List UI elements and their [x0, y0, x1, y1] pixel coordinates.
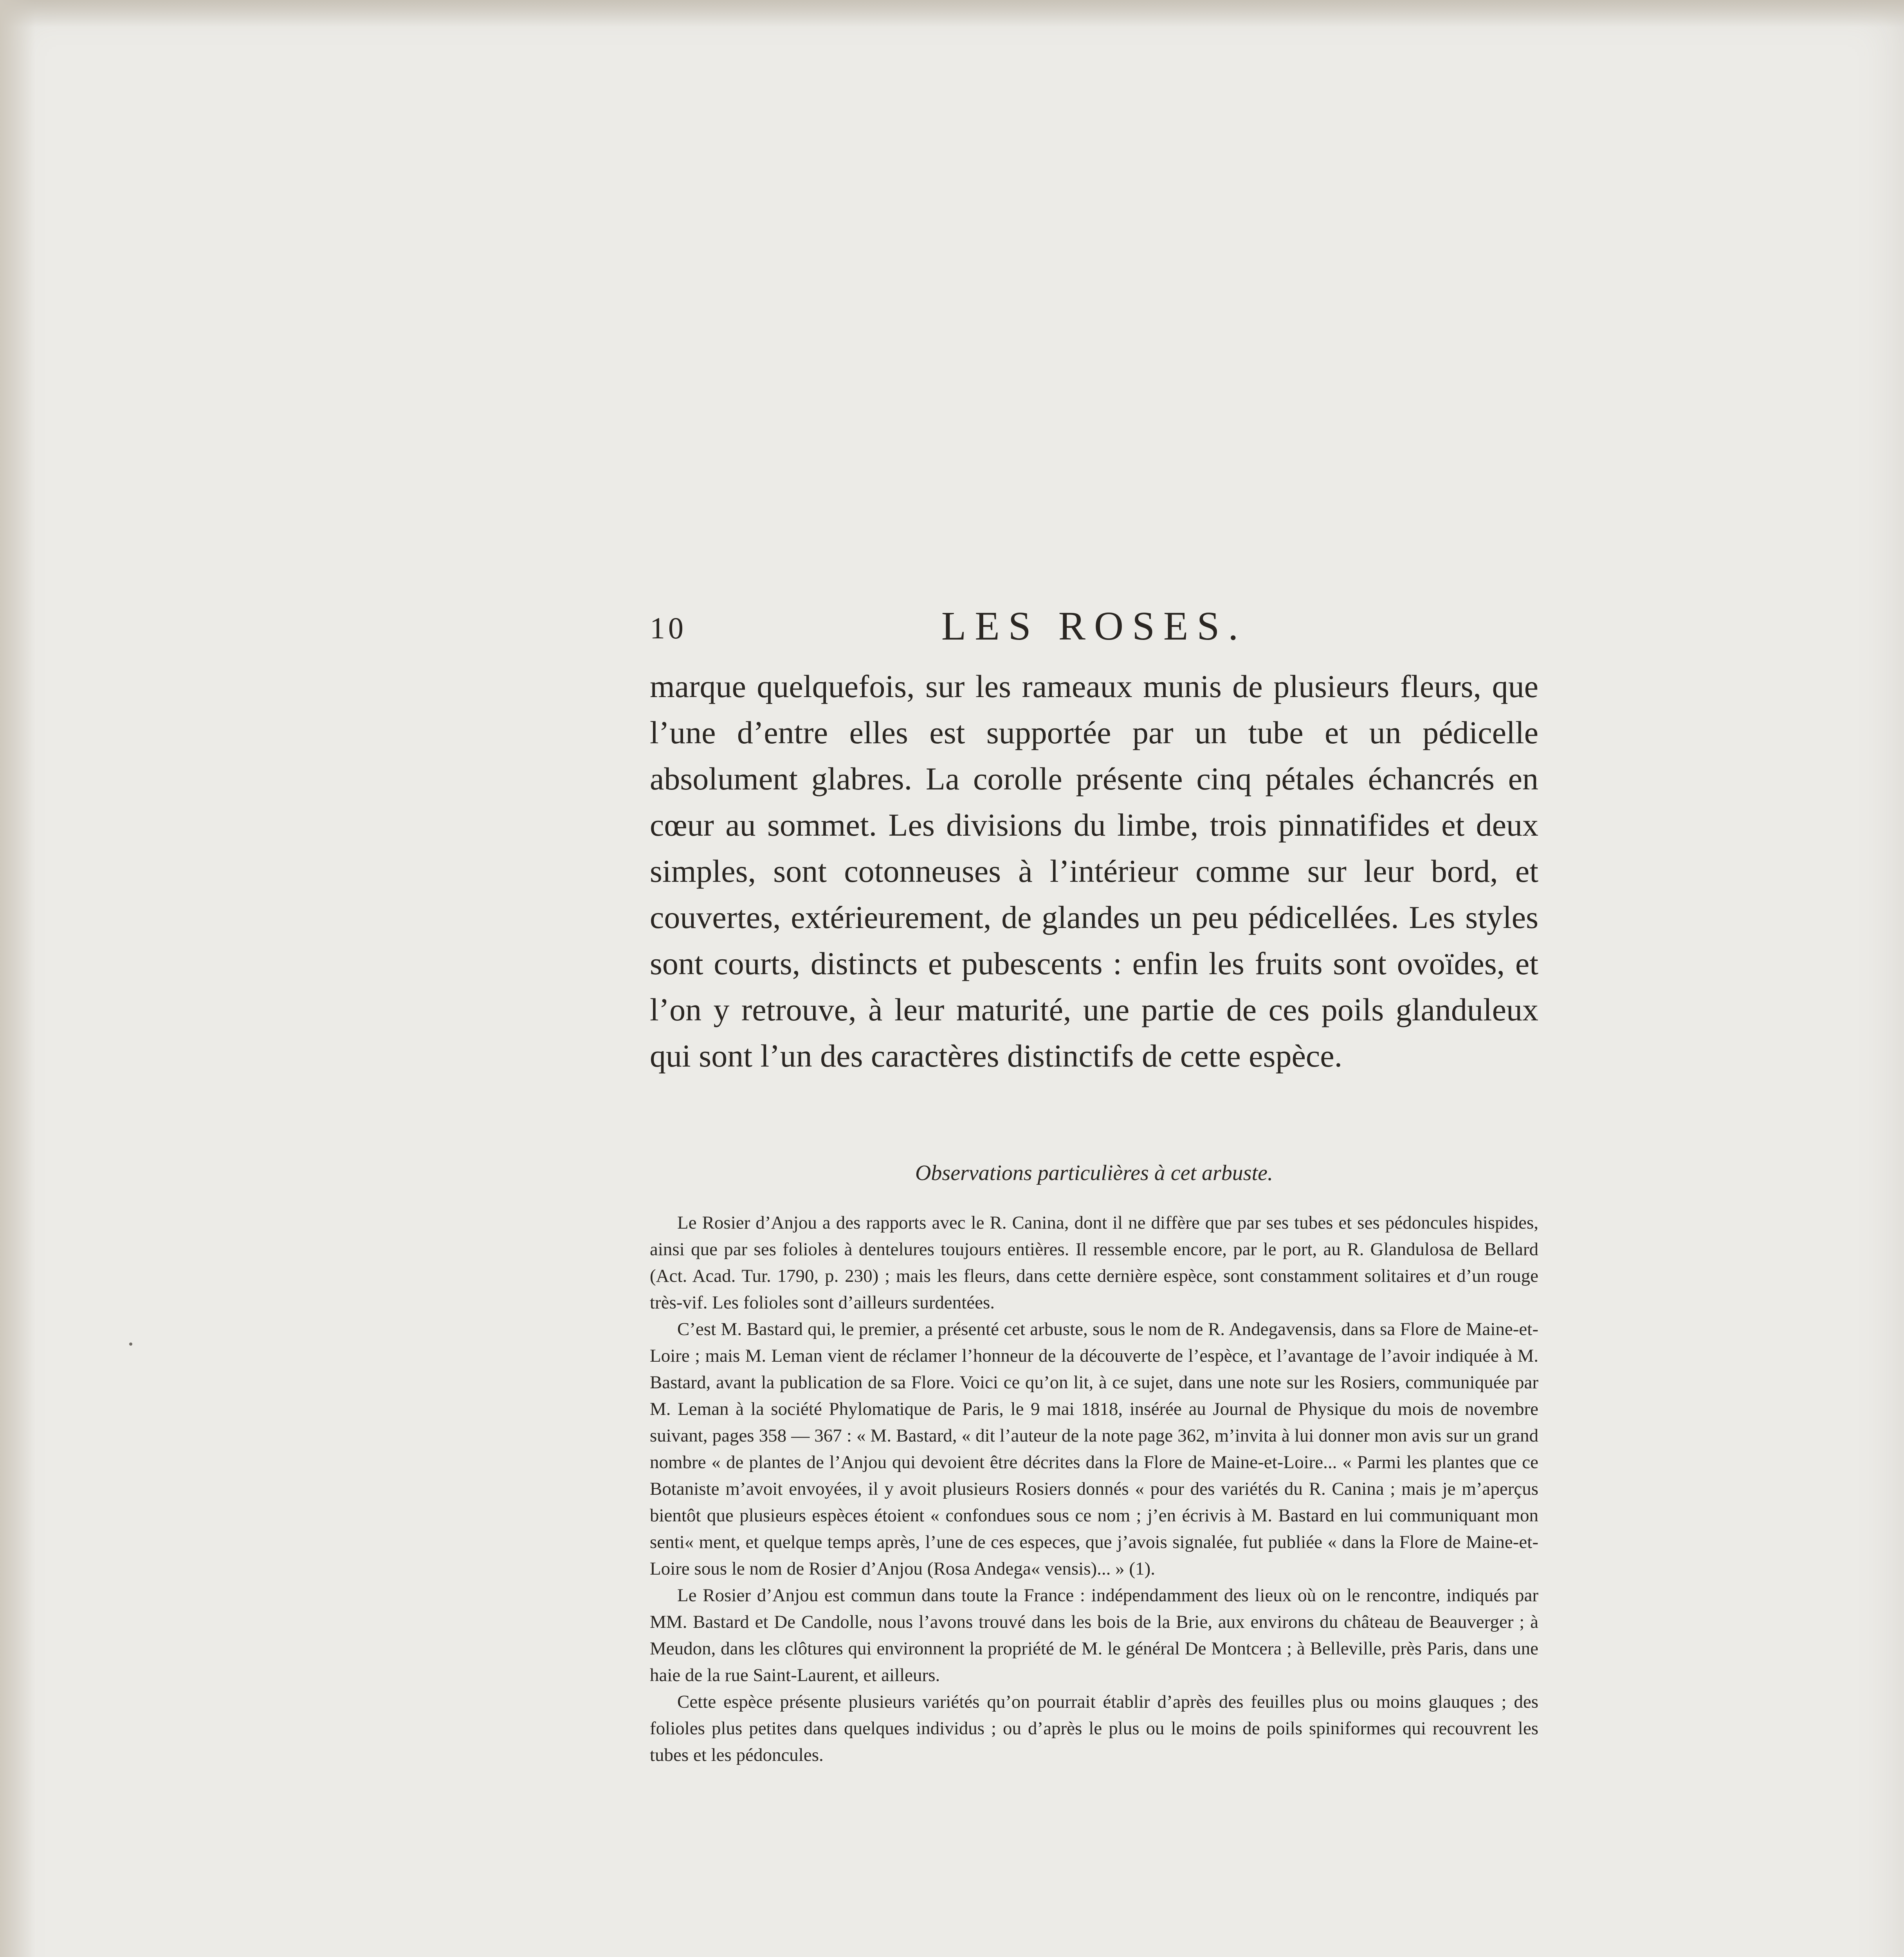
observation-paragraph-1: Le Rosier d’Anjou a des rapports avec le R. Canina, dont il ne diffère que par ses tubes et ses pédoncules hispides, ainsi que par ses folioles à dentelures toujours entières. Il ressemble encore, par le port, au R. Glandulosa de Bellard (Act. Acad. Tur. 1790, p. 230) ; mais les fleurs, dans cette dernière espèce, sont constamment solitaires et d’un rouge très-vif. Les folioles sont d’ailleurs surdentées.	[650, 1213, 1538, 1313]
page-shadow-left	[0, 0, 35, 1957]
paper-speck	[129, 1343, 132, 1346]
page-shadow-top	[0, 0, 1904, 27]
observations-heading: Observations particulières à cet arbuste.	[915, 1161, 1273, 1185]
running-title: LES ROSES.	[941, 604, 1247, 649]
observation-paragraph-3: Le Rosier d’Anjou est commun dans toute la France : indépendamment des lieux où on le rencontre, indiqués par MM. Bastard et De Candolle, nous l’avons trouvé dans les bois de la Brie, aux environs du château de Beauverger ; à Meudon, dans les clôtures qui environnent la propriété de M. le général De Montcera ; à Belleville, près Paris, dans une haie de la rue Saint-Laurent, et ailleurs.	[650, 1585, 1538, 1685]
page-header	[650, 603, 1538, 650]
observation-paragraph-2: C’est M. Bastard qui, le premier, a présenté cet arbuste, sous le nom de R. Andegavensis, dans sa Flore de Maine-et-Loire ; mais M. Leman vient de réclamer l’honneur de la découverte de l’espèce, et l’avantage de l’avoir indiquée à M. Bastard, avant la publication de sa Flore. Voici ce qu’on lit, à ce sujet, dans une note sur les Rosiers, communiquée par M. Leman à la société Phylomatique de Paris, le 9 mai 1818, insérée au Journal de Physique du mois de novembre suivant, pages 358 — 367 : « M. Bastard, « dit l’auteur de la note page 362, m’invita à lui donner mon avis sur un grand nombre « de plantes de l’Anjou qui devoient être décrites dans la Flore de Maine-et-Loire... « Parmi les plantes que ce Botaniste m’avoit envoyées, il y avoit plusieurs Rosiers donnés « pour des variétés du R. Canina ; mais je m’aperçus bientôt que plusieurs espèces étoient « confondues sous ce nom ; j’en écrivis à M. Bastard en lui communiquant mon senti« ment, et quelque temps après, l’une de ces especes, que j’avois signalée, fut publiée « dans la Flore de Maine-et-Loire sous le nom de Rosier d’Anjou (Rosa Andega« vensis)... » (1).	[650, 1319, 1538, 1579]
observation-paragraph-4: Cette espèce présente plusieurs variétés qu’on pourrait établir d’après des feuilles plus ou moins glauques ; des folioles plus petites dans quelques individus ; ou d’après le plus ou le moins de poils spiniformes qui recouvrent les tubes et les pédoncules.	[650, 1692, 1538, 1765]
page-number: 10	[650, 611, 687, 645]
observations-text	[650, 1209, 1538, 1768]
main-paragraph: marque quelquefois, sur les rameaux munis de plusieurs fleurs, que l’une d’entre elles est supportée par un tube et un pédicelle absolument glabres. La corolle présente cinq pétales échancrés en cœur au sommet. Les divisions du limbe, trois pinnatifides et deux simples, sont cotonneuses à l’intérieur comme sur leur bord, et couvertes, extérieurement, de glandes un peu pédicellées. Les styles sont courts, distincts et pubescents : enfin les fruits sont ovoïdes, et l’on y retrouve, à leur maturité, une partie de ces poils glanduleux qui sont l’un des caractères distinctifs de cette espèce.	[650, 669, 1538, 1074]
main-text	[650, 663, 1538, 1079]
